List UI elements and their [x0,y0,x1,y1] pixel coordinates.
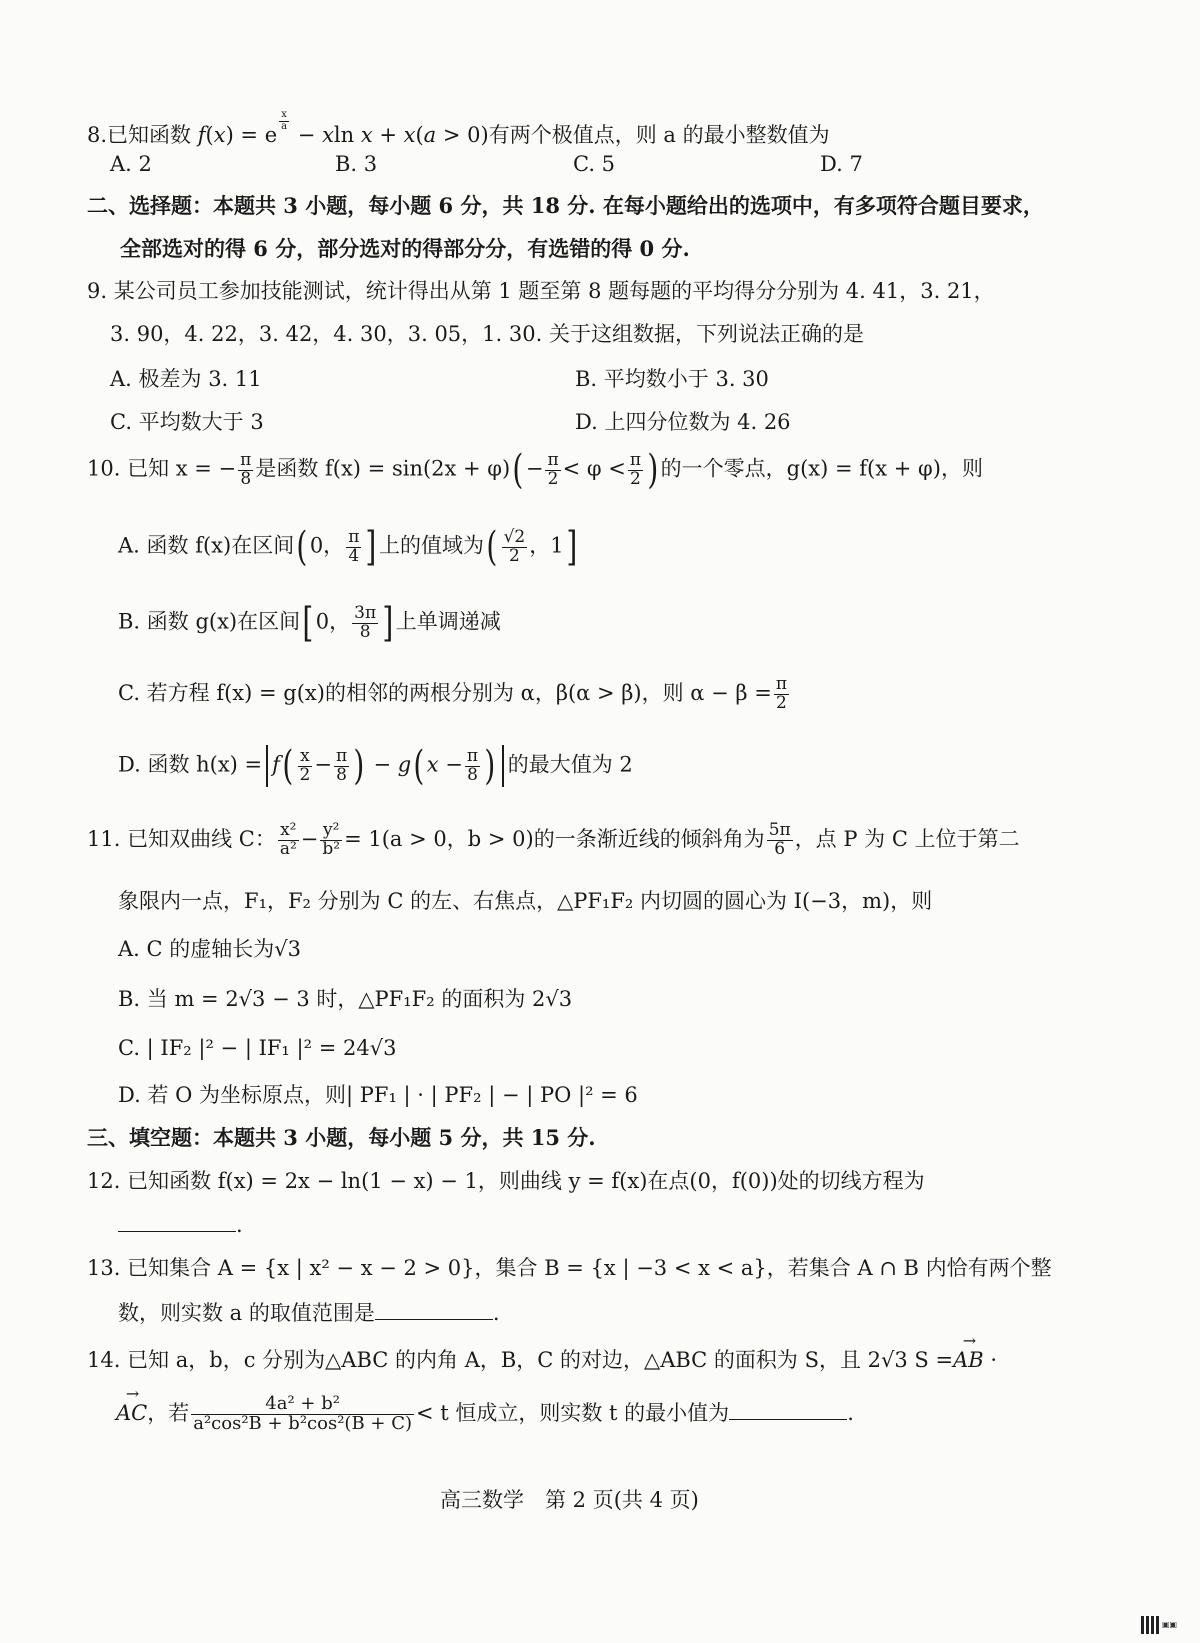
page-footer: 高三数学 第 2 页(共 4 页) [440,1488,699,1512]
q9-option-b: B. 平均数小于 3. 30 [575,367,769,391]
q14-blank[interactable] [729,1401,847,1420]
q10-option-a: A. 函数 f(x)在区间( 0， $\frac{\pi}{4}$ ] 上的值域为( $\frac{√2}{2}$ ，1] [118,524,577,570]
section2-heading: 二、选择题：本题共 3 小题，每小题 6 分，共 18 分. 在每小题给出的选项中，有多项符合题目要求， [87,193,1044,218]
q11-option-d: D. 若 O 为坐标原点，则| PF₁ | · | PF₂ | − | PO |² = 6 [118,1083,638,1107]
q10-stem: 10. 已知 x = − $\frac{\pi}{8}$ 是函数 f(x) = sin(2x + φ)( − $\frac{\pi}{2}$ < φ < $\frac{\pi}{2}$ ) 的一个零点，g(x) = f(x + φ)，则 [87,447,983,493]
q11-option-b: B. 当 m = 2√3 − 3 时，△PF₁F₂ 的面积为 2√3 [118,987,573,1011]
q13-blank[interactable] [375,1301,493,1320]
q8-option-b: B. 3 [335,152,378,176]
q9-stem-cont: 3. 90，4. 22，3. 42，4. 30，3. 05，1. 30. 关于这组数据，下列说法正确的是 [110,322,864,346]
q12-blank[interactable] [118,1213,236,1232]
q8-option-c: C. 5 [573,152,616,176]
watermark-logo: ▣▣ [1162,1620,1178,1629]
q11-stem: 11. 已知双曲线 C： $\frac{\text{x²}}{\text{a²}}$ − $\frac{\text{y²}}{\text{b²}}$ = 1(a > 0，b > 0)的一条渐近线的倾斜角为 $\frac{5\pi}{6}$ ，点 P 为 C 上位于第二 [87,820,1020,859]
section3-heading: 三、填空题：本题共 3 小题，每小题 5 分，共 15 分. [87,1125,596,1150]
q9-stem: 9. 某公司员工参加技能测试，统计得出从第 1 题至第 8 题每题的平均得分分别为 4. 41，3. 21， [87,279,995,303]
q9-option-d: D. 上四分位数为 4. 26 [575,410,791,434]
q10-option-b: B. 函数 g(x)在区间[ 0， $\frac{3\pi}{8}$ ] 上单调递减 [118,600,501,646]
q11-option-c: C. | IF₂ |² − | IF₁ |² = 24√3 [118,1036,397,1060]
q10-option-c: C. 若方程 f(x) = g(x)的相邻的两根分别为 α，β(α > β)，则 α − β = $\frac{\pi}{2}$ [118,674,788,713]
q12-answer-line: . [118,1212,243,1238]
vector-ac: → AC [116,1400,147,1426]
section2-heading-cont: 全部选对的得 6 分，部分选对的得部分分，有选错的得 0 分. [120,236,690,261]
q13-stem-cont: 数，则实数 a 的取值范围是 . [118,1301,500,1325]
q8-option-d: D. 7 [820,152,863,176]
q10-option-d: D. 函数 h(x) = f( $\frac{x}{2}$ − $\frac{\pi}{8}$ ) − g( x − $\frac{\pi}{8}$ ) 的最大值为 2 [118,743,633,789]
q8-stem: 8.已知函数 f(x) = e $^{\frac{x}{a}}$ − xln x + x(a > 0)有两个极值点，则 a 的最小整数值为 [87,109,830,147]
q11-option-a: A. C 的虚轴长为√3 [118,937,302,961]
qr-code-icon [1141,1616,1159,1634]
q9-option-c: C. 平均数大于 3 [110,410,264,434]
q14-stem-cont: → AC，若 $\frac{\text{4a² + b²}}{\text{a²cos²B + b²cos²(B + C)}}$ < t 恒成立，则实数 t 的最小值为 . [116,1395,854,1434]
q11-stem-cont: 象限内一点，F₁，F₂ 分别为 C 的左、右焦点，△PF₁F₂ 内切圆的圆心为 I(−3，m)，则 [118,889,933,913]
q9-option-a: A. 极差为 3. 11 [110,367,262,391]
vector-ab: → AB [953,1347,984,1373]
q8-option-a: A. 2 [110,152,152,176]
q13-stem: 13. 已知集合 A = {x | x² − x − 2 > 0}，集合 B = {x | −3 < x < a}，若集合 A ∩ B 内恰有两个整 [87,1256,1052,1280]
q12-stem: 12. 已知函数 f(x) = 2x − ln(1 − x) − 1，则曲线 y = f(x)在点(0，f(0))处的切线方程为 [87,1169,925,1193]
q14-stem: 14. 已知 a，b，c 分别为△ABC 的内角 A，B，C 的对边，△ABC 的面积为 S，且 2√3 S =→ AB · [87,1347,997,1373]
